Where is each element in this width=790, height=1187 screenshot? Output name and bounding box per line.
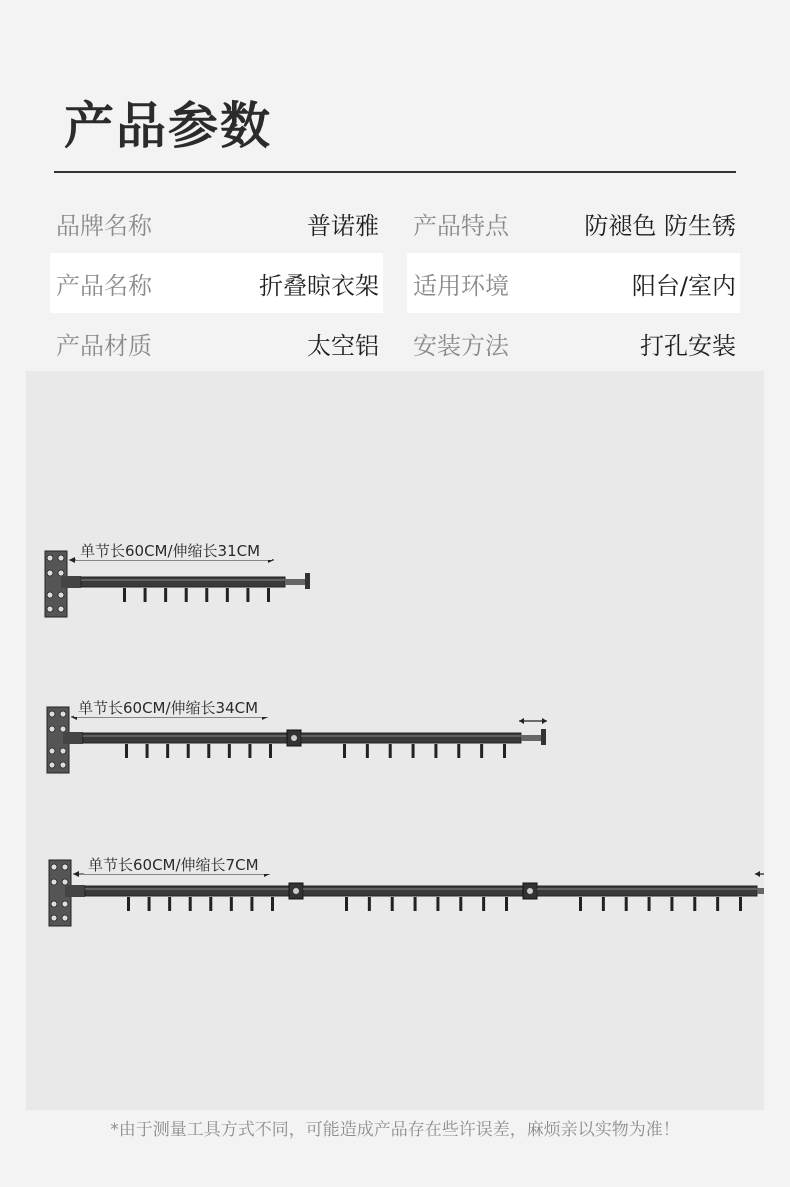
spec-row [50, 313, 740, 373]
hanger-hook [670, 897, 673, 911]
screw-hole [47, 606, 53, 612]
page-title: 产品参数 [64, 97, 272, 155]
hanger-hook [414, 897, 417, 911]
hanger-hook [189, 897, 192, 911]
spec-cell-product-name [50, 253, 383, 313]
hanger-hook [248, 744, 251, 758]
rack-illustration [26, 371, 764, 1110]
screw-hole [60, 726, 66, 732]
screw-hole [60, 762, 66, 768]
spec-label: 产品特点 [413, 211, 509, 240]
screw-hole [62, 915, 68, 921]
screw-hole [60, 711, 66, 717]
screw-hole [51, 864, 57, 870]
hanger-hook [226, 588, 229, 602]
hanger-hook [459, 897, 462, 911]
rack-bar-section [303, 886, 523, 896]
hanger-hook [602, 897, 605, 911]
telescopic-rod [285, 579, 305, 585]
screw-hole [62, 901, 68, 907]
dimension-arrow-left [69, 557, 75, 563]
screw-hole [49, 748, 55, 754]
arrow-head-left [755, 871, 760, 877]
screw-hole [58, 606, 64, 612]
hanger-hook [579, 897, 582, 911]
hanger-hook [127, 897, 130, 911]
end-cap [541, 729, 546, 745]
hanger-hook [648, 897, 651, 911]
hanger-hook [125, 744, 128, 758]
screw-hole [58, 592, 64, 598]
rack-bar-section [537, 886, 757, 896]
telescopic-rod [757, 888, 764, 894]
hanger-hook [209, 897, 212, 911]
hanger-hook [250, 897, 253, 911]
screw-hole [49, 711, 55, 717]
screw-hole [49, 762, 55, 768]
end-cap [305, 573, 310, 589]
hanger-hook [457, 744, 460, 758]
rack-dimension-label: 单节长60CM/伸缩长7CM [88, 856, 259, 874]
hanger-hook [391, 897, 394, 911]
hanger-hook [716, 897, 719, 911]
title-divider [54, 171, 736, 173]
screw-hole [60, 748, 66, 754]
screw-hole [51, 915, 57, 921]
spec-label: 产品材质 [56, 331, 152, 360]
spec-row [50, 193, 740, 253]
joint-pin [291, 735, 297, 741]
hanger-hook [693, 897, 696, 911]
spec-row [50, 253, 740, 313]
spec-cell-material [50, 313, 383, 373]
screw-hole [47, 555, 53, 561]
hanger-hook [739, 897, 742, 911]
hanger-hook [368, 897, 371, 911]
hanger-hook [503, 744, 506, 758]
hanger-hook [168, 897, 171, 911]
spec-table [50, 193, 740, 373]
hanger-hook [148, 897, 151, 911]
spec-cell-feature [407, 193, 740, 253]
hanger-hook [267, 588, 270, 602]
hanger-hook [230, 897, 233, 911]
hanger-hook [434, 744, 437, 758]
spec-value: 普诺雅 [307, 211, 379, 240]
hanger-hook [625, 897, 628, 911]
rack-bar-section [85, 886, 289, 896]
hanger-hook [343, 744, 346, 758]
hanger-hook [207, 744, 210, 758]
dimension-arrow-left [73, 871, 79, 877]
screw-hole [62, 879, 68, 885]
hanger-hook [505, 897, 508, 911]
rack-dimension-label: 单节长60CM/伸缩长34CM [78, 699, 259, 717]
screw-hole [47, 570, 53, 576]
joint-pin [527, 888, 533, 894]
spec-value: 太空铝 [307, 331, 379, 360]
screw-hole [58, 555, 64, 561]
rack-dimension-label: 单节长60CM/伸缩长31CM [80, 542, 261, 560]
hanger-hook [366, 744, 369, 758]
hanger-hook [123, 588, 126, 602]
hanger-hook [146, 744, 149, 758]
arrow-head-right [542, 718, 547, 724]
hanger-hook [269, 744, 272, 758]
rack-bar-section [83, 733, 287, 743]
hanger-hook [187, 744, 190, 758]
spec-value: 阳台/室内 [631, 271, 736, 300]
hinge-joint [61, 576, 81, 588]
rack-bar-section [301, 733, 521, 743]
hanger-hook [482, 897, 485, 911]
arrow-head-left [519, 718, 524, 724]
hanger-hook [412, 744, 415, 758]
spec-label: 安装方法 [413, 331, 509, 360]
spec-value: 防褪色 防生锈 [584, 211, 736, 240]
footnote: *由于测量工具方式不同，可能造成产品存在些许误差，麻烦亲以实物为准！ [110, 1120, 680, 1140]
hanger-hook [480, 744, 483, 758]
screw-hole [47, 592, 53, 598]
hanger-hook [205, 588, 208, 602]
spec-value: 折叠晾衣架 [259, 271, 379, 300]
spec-value: 打孔安装 [640, 331, 736, 360]
telescopic-rod [521, 735, 541, 741]
spec-cell-install [407, 313, 740, 373]
hanger-hook [271, 897, 274, 911]
hanger-hook [228, 744, 231, 758]
hanger-hook [436, 897, 439, 911]
hanger-hook [389, 744, 392, 758]
screw-hole [58, 570, 64, 576]
hinge-joint [65, 885, 85, 897]
spec-label: 适用环境 [413, 271, 509, 300]
hanger-hook [164, 588, 167, 602]
hanger-hook [345, 897, 348, 911]
hanger-hook [185, 588, 188, 602]
spec-cell-environment [407, 253, 740, 313]
screw-hole [51, 879, 57, 885]
spec-cell-brand [50, 193, 383, 253]
joint-pin [293, 888, 299, 894]
hanger-hook [144, 588, 147, 602]
hanger-hook [246, 588, 249, 602]
rack-bar-section [81, 577, 285, 587]
hanger-hook [166, 744, 169, 758]
spec-label: 品牌名称 [56, 211, 152, 240]
screw-hole [49, 726, 55, 732]
screw-hole [51, 901, 57, 907]
hinge-joint [63, 732, 83, 744]
screw-hole [62, 864, 68, 870]
spec-label: 产品名称 [56, 271, 152, 300]
product-image-panel [26, 371, 764, 1110]
